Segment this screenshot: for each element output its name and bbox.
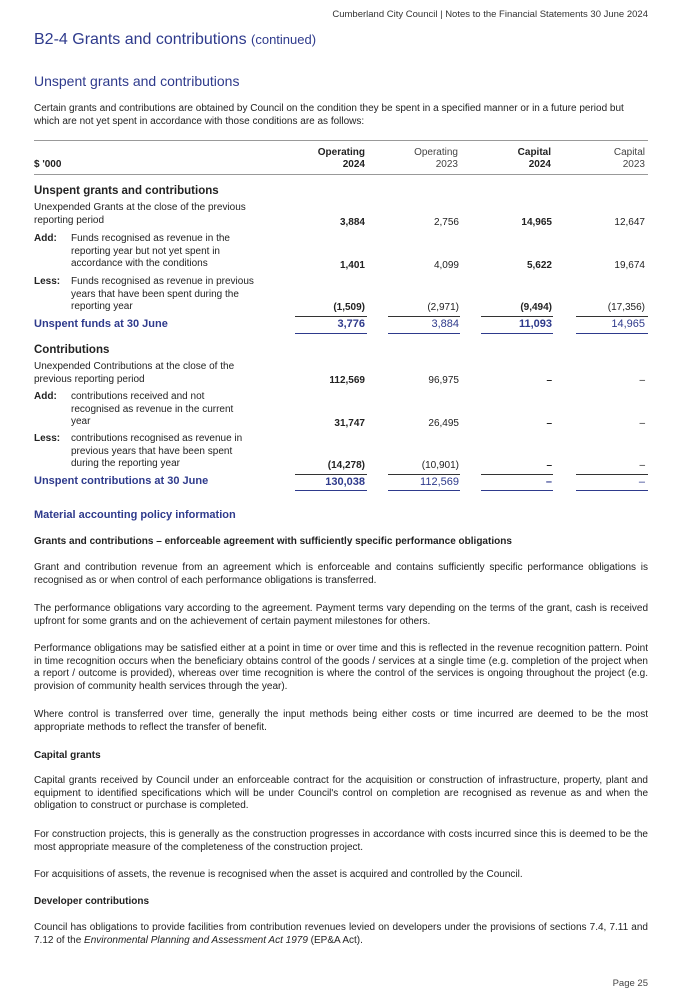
- running-header: Cumberland City Council | Notes to the Financial Statements 30 June 2024: [332, 9, 648, 20]
- title-suffix: (continued): [251, 32, 317, 47]
- grants-less-label: Funds recognised as revenue in previous years that have been spent during the reporting year: [71, 276, 254, 312]
- table-top-rule: [34, 140, 648, 141]
- grants-less-prefix: Less:: [34, 276, 61, 287]
- contrib-total-rule: [481, 490, 553, 491]
- contrib-total-op2023: 112,569: [420, 476, 459, 488]
- policy-paragraph-6: For construction projects, this is generally as the construction progresses in accordance with costs incurred since this is deemed to be the most appropriate measure of the completeness of the construction project.: [34, 829, 648, 853]
- grants-add-prefix: Add:: [34, 233, 57, 244]
- policy-paragraph-1: Grant and contribution revenue from an agreement which is enforceable and contains sufficiently specific performance obligations is recognised as or when control of each performance obligations is transferred.: [34, 562, 648, 586]
- grants-less-cap2023: (17,356): [607, 302, 645, 313]
- contrib-opening-op2023: 96,975: [428, 375, 459, 386]
- contrib-opening-cap2024: –: [546, 375, 552, 386]
- intro-paragraph: Certain grants and contributions are obtained by Council on the condition they be spent in a specified manner or in a future period but which are not yet spent in accordance with those conditions are as follows:: [34, 103, 624, 127]
- policy-paragraph-8: Council has obligations to provide facilities from contribution revenues levied on developers under the provisions of sections 7.4, 7.11 and 7.12 of the Environmental Planning and Assessment Act 1979 (EP&A Act).: [34, 922, 648, 946]
- page-number: Page 25: [612, 978, 648, 989]
- contrib-subtotal-rule: [576, 474, 648, 475]
- contrib-total-cap2024: –: [545, 476, 552, 488]
- grants-subtotal-rule: [576, 316, 648, 317]
- title-main: B2-4 Grants and contributions: [34, 31, 247, 48]
- grants-total-rule: [576, 333, 648, 334]
- contributions-heading: Contributions: [34, 344, 110, 356]
- contrib-subtotal-rule: [388, 474, 460, 475]
- unit-label: $ '000: [34, 159, 62, 170]
- contrib-opening-cap2023: –: [639, 375, 645, 386]
- table-header-rule: [34, 174, 648, 175]
- grants-add-op2023: 4,099: [433, 260, 459, 271]
- act-title: Environmental Planning and Assessment Act 1979: [84, 934, 308, 946]
- policy-paragraph-4: Where control is transferred over time, generally the input methods being either costs or time incurred are deemed to be the most appropriate methods to reflect the transfer of benefit.: [34, 709, 648, 733]
- policy-paragraph-2: The performance obligations vary according to the agreement. Payment terms vary depending on the terms of the grant, cash is received upfront for some grants and on the achievement of certain payment milestones for others.: [34, 603, 648, 627]
- grants-add-cap2023: 19,674: [614, 260, 645, 271]
- policy-subheading-developer-contributions: Developer contributions: [34, 896, 150, 907]
- grants-total-rule: [481, 333, 553, 334]
- col-header-operating-2023: Operating 2023: [414, 147, 458, 170]
- contrib-total-label: Unspent contributions at 30 June: [34, 475, 209, 487]
- contrib-total-rule: [576, 490, 648, 491]
- contrib-opening-op2024: 112,569: [329, 375, 365, 386]
- contrib-total-rule: [388, 490, 460, 491]
- contrib-less-op2024: (14,278): [327, 460, 365, 471]
- contrib-total-cap2023: –: [638, 476, 645, 488]
- contrib-total-rule: [295, 490, 367, 491]
- policy-subheading-enforceable: Grants and contributions – enforceable agreement with sufficiently specific performance obligations: [34, 536, 512, 547]
- grants-less-op2024: (1,509): [333, 302, 365, 313]
- grants-subtotal-rule: [388, 316, 460, 317]
- contrib-add-label: contributions received and not recognised as revenue in the current year: [71, 391, 234, 427]
- policy-paragraph-7: For acquisitions of assets, the revenue is recognised when the asset is acquired and controlled by the Council.: [34, 869, 523, 880]
- col-header-capital-2023: Capital 2023: [613, 147, 645, 170]
- grants-total-cap2023: 14,965: [611, 318, 645, 330]
- policy-subheading-capital-grants: Capital grants: [34, 750, 101, 761]
- grants-subtotal-rule: [481, 316, 553, 317]
- contrib-less-prefix: Less:: [34, 433, 61, 444]
- policy-paragraph-3: Performance obligations may be satisfied either at a point in time or over time and this is reflected in the revenue recognition pattern. Point in time recognition occurs when the beneficiary obtains control of the goods / services at a single time (e.g. completion of the project when a report / outcome is provided), whereas over time recognition is where the control of the services is ongoing throughout the project (e.g. provision of community health services through the year).: [34, 643, 648, 692]
- contrib-opening-label: Unexpended Contributions at the close of the previous reporting period: [34, 361, 235, 385]
- contrib-less-op2023: (10,901): [421, 460, 459, 471]
- grants-opening-cap2023: 12,647: [614, 217, 645, 228]
- grants-less-op2023: (2,971): [427, 302, 459, 313]
- col-header-capital-2024: Capital 2024: [517, 147, 551, 170]
- grants-add-label: Funds recognised as revenue in the reporting year but not yet spent in accordance with the conditions: [71, 233, 230, 269]
- col-header-operating-2024: Operating 2024: [317, 147, 365, 170]
- grants-less-cap2024: (9,494): [520, 302, 552, 313]
- grants-add-cap2024: 5,622: [526, 260, 552, 271]
- grants-opening-cap2024: 14,965: [521, 217, 552, 228]
- grants-heading: Unspent grants and contributions: [34, 185, 219, 197]
- grants-total-label: Unspent funds at 30 June: [34, 318, 168, 330]
- grants-opening-op2024: 3,884: [339, 217, 365, 228]
- contrib-add-op2024: 31,747: [334, 418, 365, 429]
- grants-total-op2024: 3,776: [337, 318, 365, 330]
- contrib-add-prefix: Add:: [34, 391, 57, 402]
- contrib-add-cap2023: –: [639, 418, 645, 429]
- grants-total-op2023: 3,884: [431, 318, 459, 330]
- grants-add-op2024: 1,401: [339, 260, 365, 271]
- policy-paragraph-5: Capital grants received by Council under an enforceable contract for the acquisition or construction of infrastructure, property, plant and equipment to identified specifications which will be under Council's control on completion are recognised as revenue as and when the obligation to construct or purchase is completed.: [34, 775, 648, 811]
- contrib-subtotal-rule: [295, 474, 367, 475]
- page-title: [34, 31, 316, 49]
- contrib-add-cap2024: –: [546, 418, 552, 429]
- grants-subtotal-rule: [295, 316, 367, 317]
- contrib-less-cap2024: –: [546, 460, 552, 471]
- grants-total-rule: [295, 333, 367, 334]
- grants-total-cap2024: 11,093: [518, 318, 552, 330]
- contrib-less-cap2023: –: [639, 460, 645, 471]
- section-subtitle: Unspent grants and contributions: [34, 73, 240, 89]
- grants-opening-label: Unexpended Grants at the close of the previous reporting period: [34, 202, 246, 226]
- contrib-subtotal-rule: [481, 474, 553, 475]
- grants-total-rule: [388, 333, 460, 334]
- contrib-add-op2023: 26,495: [428, 418, 459, 429]
- contrib-total-op2024: 130,038: [325, 476, 365, 488]
- grants-opening-op2023: 2,756: [433, 217, 459, 228]
- policy-heading: Material accounting policy information: [34, 509, 236, 521]
- contrib-less-label: contributions recognised as revenue in previous years that have been spent during the reporting year: [71, 433, 243, 469]
